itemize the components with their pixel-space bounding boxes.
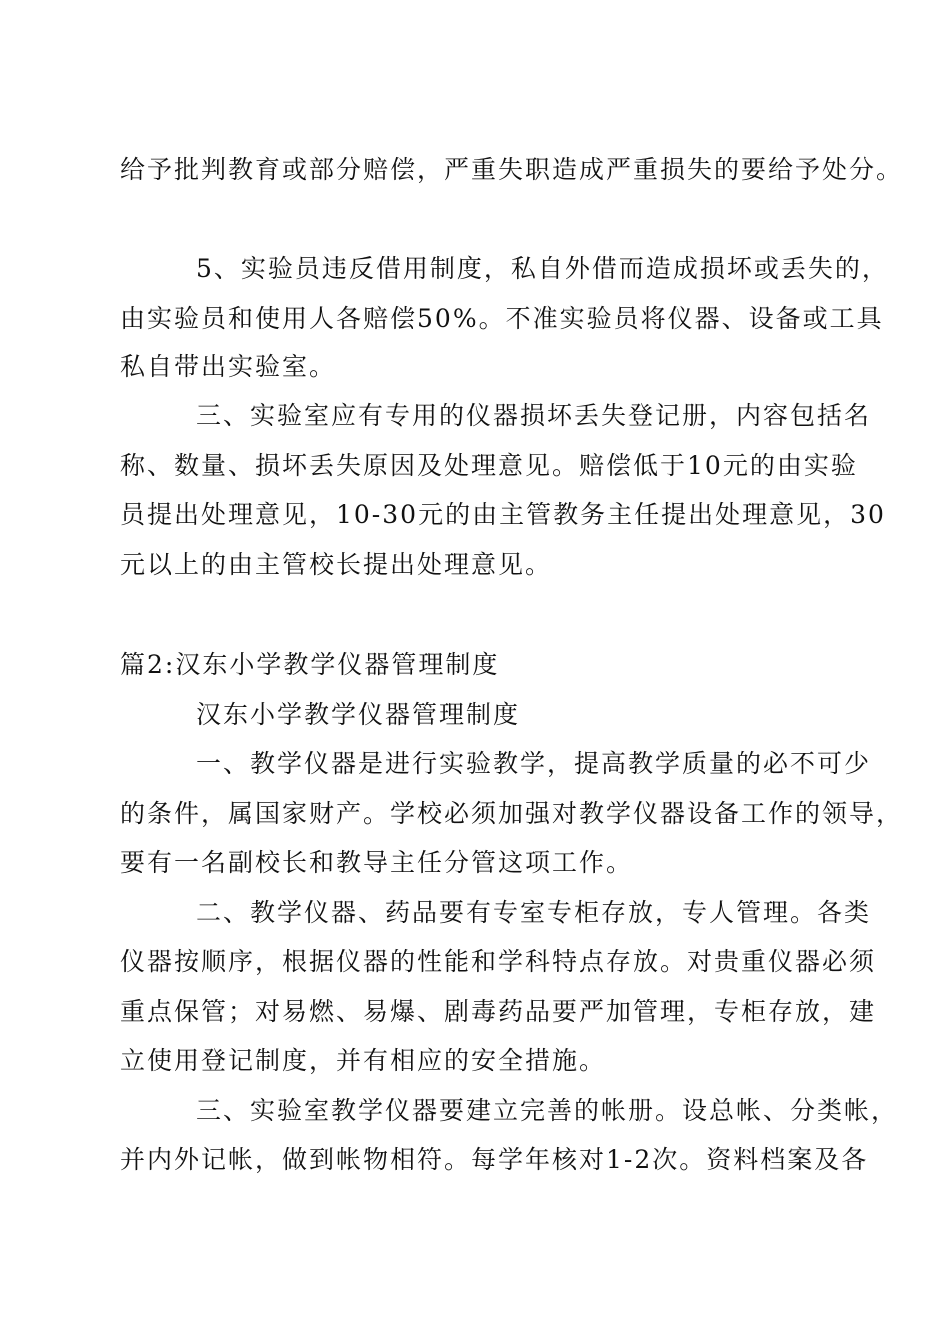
text-line-2: 5、实验员违反借用制度，私自外借而造成损坏或丢失的， <box>196 254 889 283</box>
text-line-3: 由实验员和使用人各赔偿50%。不准实验员将仪器、设备或工具 <box>120 304 884 333</box>
text-line-13: 要有一名副校长和教导主任分管这项工作。 <box>120 848 634 877</box>
text-line-14: 二、教学仪器、药品要有专室专柜存放，专人管理。各类 <box>196 898 872 927</box>
document-title: 汉东小学教学仪器管理制度 <box>196 700 521 729</box>
section-heading: 篇2:汉东小学教学仪器管理制度 <box>120 650 500 679</box>
text-line-8: 元以上的由主管校长提出处理意见。 <box>120 550 553 579</box>
text-line-4: 私自带出实验室。 <box>120 352 337 381</box>
text-line-6: 称、数量、损坏丢失原因及处理意见。赔偿低于10元的由实验 <box>120 451 858 480</box>
text-line-11: 一、教学仪器是进行实验教学，提高教学质量的必不可少 <box>196 749 872 778</box>
text-line-12: 的条件，属国家财产。学校必须加强对教学仪器设备工作的领导， <box>120 799 904 828</box>
text-line-18: 三、实验室教学仪器要建立完善的帐册。设总帐、分类帐， <box>196 1096 899 1125</box>
text-line-15: 仪器按顺序，根据仪器的性能和学科特点存放。对贵重仪器必须 <box>120 947 877 976</box>
text-line-19: 并内外记帐，做到帐物相符。每学年核对1-2次。资料档案及各 <box>120 1145 869 1174</box>
text-line-16: 重点保管；对易燃、易爆、剧毒药品要严加管理，专柜存放，建 <box>120 997 877 1026</box>
text-line-5: 三、实验室应有专用的仪器损坏丢失登记册，内容包括名 <box>196 401 872 430</box>
text-line-7: 员提出处理意见，10-30元的由主管教务主任提出处理意见，30 <box>120 500 886 529</box>
text-line-17: 立使用登记制度，并有相应的安全措施。 <box>120 1046 607 1075</box>
text-line-1: 给予批判教育或部分赔偿，严重失职造成严重损失的要给予处分。 <box>120 155 904 184</box>
